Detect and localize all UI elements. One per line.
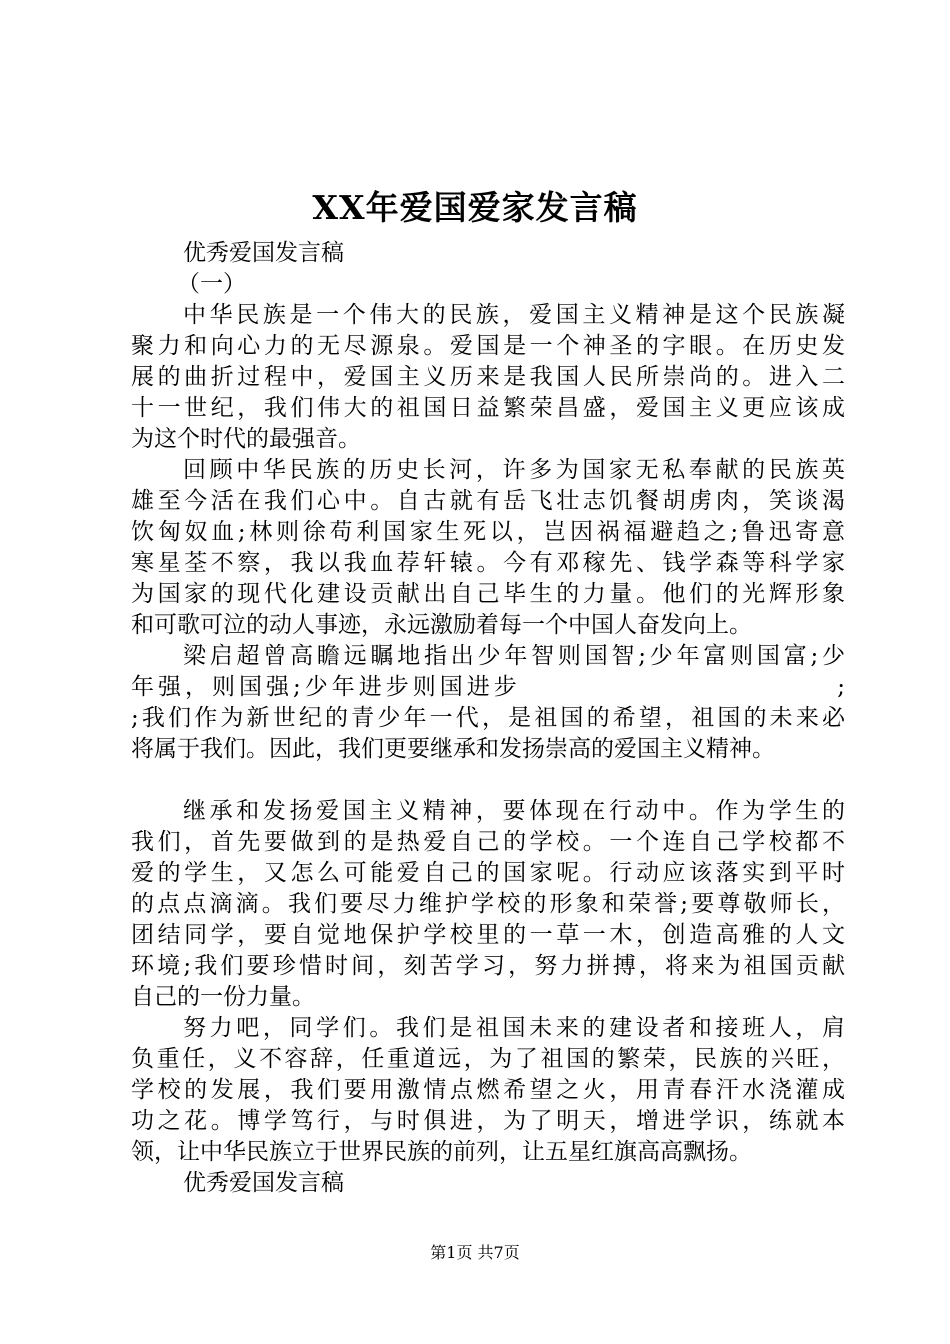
- paragraph-line: 负重任，义不容辞，任重道远，为了祖国的繁荣，民族的兴旺，: [131, 1046, 845, 1072]
- paragraph-line: 和可歌可泣的动人事迹，永远激励着每一个中国人奋发向上。: [131, 612, 752, 638]
- section-heading: 优秀爱国发言稿: [183, 1170, 344, 1196]
- paragraph-line: 领，让中华民族立于世界民族的前列，让五星红旗高高飘扬。: [131, 1139, 752, 1165]
- paragraph-line: 学校的发展，我们要用激情点燃希望之火，用青春汗水浇灌成: [131, 1077, 845, 1103]
- document-title: XX年爱国爱家发言稿: [312, 188, 638, 227]
- paragraph-line: 聚力和向心力的无尽源泉。爱国是一个神圣的字眼。在历史发: [131, 333, 845, 359]
- paragraph-line: 饮匈奴血;林则徐苟利国家生死以，岂因祸福避趋之;鲁迅寄意: [131, 519, 845, 545]
- paragraph-line: 将属于我们。因此，我们更要继承和发扬崇高的爱国主义精神。: [131, 736, 775, 762]
- paragraph-line: 雄至今活在我们心中。自古就有岳飞壮志饥餐胡虏肉，笑谈渴: [131, 488, 845, 514]
- paragraph-line-split: [131, 672, 845, 703]
- paragraph-line: 的点点滴滴。我们要尽力维护学校的形象和荣誉;要尊敬师长，: [131, 891, 845, 917]
- paragraph-line: 我们，首先要做到的是热爱自己的学校。一个连自己学校都不: [131, 829, 845, 855]
- section-number: （一）: [177, 271, 246, 297]
- paragraph-line: 回顾中华民族的历史长河，许多为国家无私奉献的民族英: [183, 457, 845, 483]
- paragraph-line: 继承和发扬爱国主义精神，要体现在行动中。作为学生的: [183, 798, 845, 824]
- paragraph-line-text: 年强，则国强;少年进步则国进步: [131, 674, 521, 700]
- paragraph-line: 爱的学生，又怎么可能爱自己的国家呢。行动应该落实到平时: [131, 860, 845, 886]
- paragraph-line: 中华民族是一个伟大的民族，爱国主义精神是这个民族凝: [183, 302, 845, 328]
- paragraph-line: 团结同学，要自觉地保护学校里的一草一木，创造高雅的人文: [131, 922, 845, 948]
- paragraph-line-semicolon: ;: [837, 674, 845, 700]
- paragraph-line: 为这个时代的最强音。: [131, 426, 361, 452]
- paragraph-line: 为国家的现代化建设贡献出自己毕生的力量。他们的光辉形象: [131, 581, 845, 607]
- paragraph-line: 十一世纪，我们伟大的祖国日益繁荣昌盛，爱国主义更应该成: [131, 395, 845, 421]
- paragraph-line: 自己的一份力量。: [131, 984, 315, 1010]
- document-body: [131, 238, 845, 1199]
- paragraph-line: 环境;我们要珍惜时间，刻苦学习，努力拼搏，将来为祖国贡献: [131, 953, 845, 979]
- blank-line: [131, 765, 845, 796]
- page-footer: 第1页 共7页: [430, 1243, 520, 1262]
- paragraph-line: 寒星荃不察，我以我血荐轩辕。今有邓稼先、钱学森等科学家: [131, 550, 845, 576]
- paragraph-line: ;我们作为新世纪的青少年一代，是祖国的希望，祖国的未来必: [131, 705, 845, 731]
- paragraph-line: 功之花。博学笃行，与时俱进，为了明天，增进学识，练就本: [131, 1108, 845, 1134]
- section-heading: 优秀爱国发言稿: [183, 240, 344, 266]
- paragraph-line: 梁启超曾高瞻远瞩地指出少年智则国智;少年富则国富;少: [183, 643, 845, 669]
- paragraph-line: 努力吧，同学们。我们是祖国未来的建设者和接班人，肩: [183, 1015, 845, 1041]
- paragraph-line: 展的曲折过程中，爱国主义历来是我国人民所崇尚的。进入二: [131, 364, 845, 390]
